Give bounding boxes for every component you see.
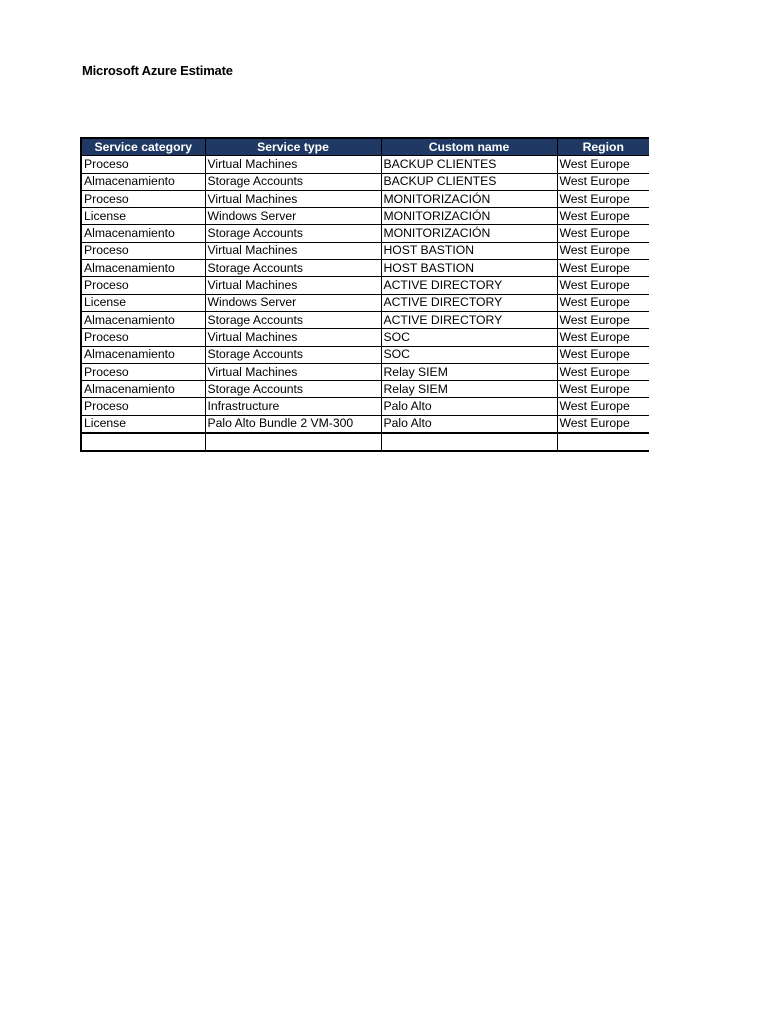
cell-region: West Europe	[557, 173, 649, 190]
cell-service-type: Virtual Machines	[205, 156, 381, 173]
header-custom-name: Custom name	[381, 138, 557, 156]
cell-service-type: Virtual Machines	[205, 363, 381, 380]
table-row	[81, 173, 649, 190]
table-row	[81, 311, 649, 328]
empty-cell	[81, 433, 205, 451]
cell-custom-name: ACTIVE DIRECTORY	[381, 294, 557, 311]
table-row	[81, 190, 649, 207]
cell-service-category: Almacenamiento	[81, 346, 205, 363]
table-row	[81, 260, 649, 277]
cell-custom-name: Relay SIEM	[381, 381, 557, 398]
cell-custom-name: MONITORIZACIÓN	[381, 225, 557, 242]
empty-cell	[381, 433, 557, 451]
cell-region: West Europe	[557, 398, 649, 415]
empty-cell	[205, 433, 381, 451]
cell-service-category: Proceso	[81, 156, 205, 173]
cell-service-category: License	[81, 294, 205, 311]
table-row	[81, 294, 649, 311]
cell-region: West Europe	[557, 311, 649, 328]
cell-service-category: Proceso	[81, 242, 205, 259]
cell-service-type: Storage Accounts	[205, 346, 381, 363]
cell-service-category: Almacenamiento	[81, 311, 205, 328]
cell-service-type: Infrastructure	[205, 398, 381, 415]
cell-region: West Europe	[557, 242, 649, 259]
cell-service-type: Virtual Machines	[205, 242, 381, 259]
cell-region: West Europe	[557, 381, 649, 398]
cell-region: West Europe	[557, 156, 649, 173]
header-row	[81, 138, 649, 156]
cell-region: West Europe	[557, 363, 649, 380]
cell-custom-name: Palo Alto	[381, 415, 557, 433]
table-row	[81, 225, 649, 242]
cell-region: West Europe	[557, 346, 649, 363]
table-row	[81, 277, 649, 294]
cell-service-type: Windows Server	[205, 208, 381, 225]
cell-custom-name: BACKUP CLIENTES	[381, 156, 557, 173]
cell-region: West Europe	[557, 329, 649, 346]
table-row	[81, 346, 649, 363]
cell-service-category: Almacenamiento	[81, 260, 205, 277]
cell-custom-name: Palo Alto	[381, 398, 557, 415]
header-service-category: Service category	[81, 138, 205, 156]
cell-service-type: Storage Accounts	[205, 381, 381, 398]
table-row	[81, 363, 649, 380]
cell-custom-name: BACKUP CLIENTES	[381, 173, 557, 190]
cell-region: West Europe	[557, 277, 649, 294]
cell-custom-name: ACTIVE DIRECTORY	[381, 311, 557, 328]
table-row	[81, 242, 649, 259]
cell-region: West Europe	[557, 294, 649, 311]
cell-service-type: Palo Alto Bundle 2 VM-300	[205, 415, 381, 433]
cell-custom-name: HOST BASTION	[381, 260, 557, 277]
table-row	[81, 329, 649, 346]
cell-region: West Europe	[557, 225, 649, 242]
cell-region: West Europe	[557, 260, 649, 277]
cell-service-category: Almacenamiento	[81, 225, 205, 242]
table-body	[81, 156, 649, 451]
cell-service-type: Storage Accounts	[205, 173, 381, 190]
cell-service-category: Proceso	[81, 329, 205, 346]
estimate-table	[80, 137, 649, 452]
cell-service-type: Storage Accounts	[205, 225, 381, 242]
cell-service-category: Proceso	[81, 190, 205, 207]
cell-custom-name: MONITORIZACIÓN	[381, 208, 557, 225]
cell-custom-name: HOST BASTION	[381, 242, 557, 259]
empty-row	[81, 433, 649, 451]
table-row	[81, 208, 649, 225]
cell-custom-name: ACTIVE DIRECTORY	[381, 277, 557, 294]
cell-service-type: Storage Accounts	[205, 311, 381, 328]
table-row	[81, 381, 649, 398]
cell-service-type: Virtual Machines	[205, 277, 381, 294]
table-row	[81, 398, 649, 415]
empty-cell	[557, 433, 649, 451]
cell-service-category: Proceso	[81, 398, 205, 415]
cell-region: West Europe	[557, 190, 649, 207]
cell-custom-name: MONITORIZACIÓN	[381, 190, 557, 207]
cell-service-category: License	[81, 208, 205, 225]
cell-service-category: Proceso	[81, 277, 205, 294]
cell-custom-name: SOC	[381, 346, 557, 363]
cell-custom-name: SOC	[381, 329, 557, 346]
cell-custom-name: Relay SIEM	[381, 363, 557, 380]
cell-service-type: Windows Server	[205, 294, 381, 311]
table-row	[81, 156, 649, 173]
cell-region: West Europe	[557, 208, 649, 225]
table-row	[81, 415, 649, 433]
cell-service-category: Almacenamiento	[81, 173, 205, 190]
cell-service-type: Virtual Machines	[205, 329, 381, 346]
cell-service-type: Storage Accounts	[205, 260, 381, 277]
header-region: Region	[557, 138, 649, 156]
page-title: Microsoft Azure Estimate	[82, 63, 233, 78]
cell-service-category: Proceso	[81, 363, 205, 380]
cell-service-type: Virtual Machines	[205, 190, 381, 207]
cell-region: West Europe	[557, 415, 649, 433]
cell-service-category: Almacenamiento	[81, 381, 205, 398]
cell-service-category: License	[81, 415, 205, 433]
header-service-type: Service type	[205, 138, 381, 156]
